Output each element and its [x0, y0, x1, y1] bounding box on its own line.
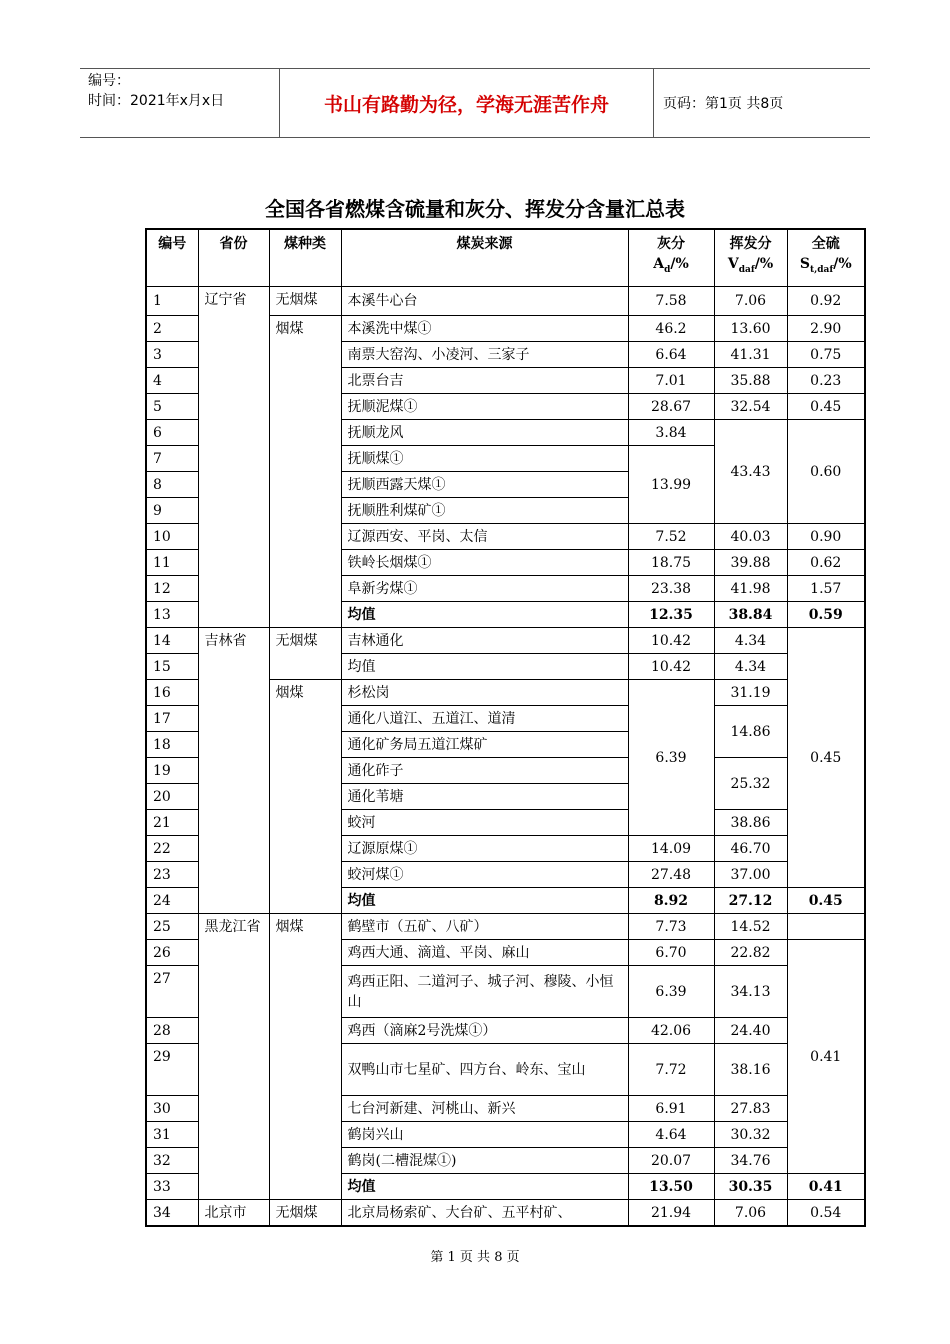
col-no: 编号 — [146, 229, 198, 287]
table-row: 26 鸡西大通、滴道、平岗、麻山 6.70 22.82 0.41 — [146, 940, 865, 966]
province-cell: 黑龙江省 — [198, 914, 269, 1200]
coal-type-cell: 烟煤 — [269, 316, 341, 628]
document-header — [80, 68, 870, 138]
table-row: 28 鸡西（滴麻2号洗煤①） 42.06 24.40 — [146, 1018, 865, 1044]
table-row: 32 鹤岗(二槽混煤①) 20.07 34.76 — [146, 1148, 865, 1174]
time-label: 时间：2021年x月x日 — [88, 93, 225, 109]
col-province: 省份 — [198, 229, 269, 287]
col-ash: 灰分 $A_d/\%$ — [628, 229, 714, 287]
table-row: 3 南票大窑沟、小凌河、三家子 6.64 41.31 0.75 — [146, 342, 865, 368]
number-label: 编号： — [88, 73, 130, 89]
table-row: 20 通化苇塘 — [146, 784, 865, 810]
header-motto: 书山有路勤为径，学海无涯苦作舟 — [280, 69, 654, 137]
page-footer: 第 1 页 共 8 页 — [430, 1250, 520, 1265]
table-row: 9 抚顺胜利煤矿① — [146, 498, 865, 524]
coal-type-cell: 无烟煤 — [269, 1200, 341, 1227]
table-row: 7 抚顺煤① 13.99 — [146, 446, 865, 472]
table-row: 1 辽宁省 无烟煤 本溪牛心台 7.58 7.06 0.92 — [146, 287, 865, 316]
average-row: 13 均值 12.35 38.84 0.59 — [146, 602, 865, 628]
header-meta — [80, 69, 280, 137]
coal-type-cell: 无烟煤 — [269, 287, 341, 316]
table-row: 17 通化八道江、五道江、道清 14.86 — [146, 706, 865, 732]
table-row: 31 鹤岗兴山 4.64 30.32 — [146, 1122, 865, 1148]
average-row: 24 均值 8.92 27.12 0.45 — [146, 888, 865, 914]
table-row: 21 蛟河 38.86 — [146, 810, 865, 836]
table-row: 10 辽源西安、平岗、太信 7.52 40.03 0.90 — [146, 524, 865, 550]
table-row: 34 北京市 无烟煤 北京局杨索矿、大台矿、五平村矿、 21.94 7.06 0.54 — [146, 1200, 865, 1227]
table-row: 29 双鸭山市七星矿、四方台、岭东、宝山 7.72 38.16 — [146, 1044, 865, 1096]
table-row: 18 通化矿务局五道江煤矿 — [146, 732, 865, 758]
table-row: 5 抚顺泥煤① 28.67 32.54 0.45 — [146, 394, 865, 420]
table-row: 4 北票台吉 7.01 35.88 0.23 — [146, 368, 865, 394]
table-row: 12 阜新劣煤① 23.38 41.98 1.57 — [146, 576, 865, 602]
table-row: 19 通化砟子 25.32 — [146, 758, 865, 784]
table-row: 23 蛟河煤① 27.48 37.00 — [146, 862, 865, 888]
coal-type-cell: 烟煤 — [269, 914, 341, 1200]
header-row — [146, 229, 865, 287]
table-row: 15 均值 10.42 4.34 — [146, 654, 865, 680]
col-volatile: 挥发分 $V_{daf}/\%$ — [714, 229, 787, 287]
table-row: 6 抚顺龙风 3.84 43.43 0.60 — [146, 420, 865, 446]
table-row: 11 铁岭长烟煤① 18.75 39.88 0.62 — [146, 550, 865, 576]
table-row: 25 黑龙江省 烟煤 鹤壁市（五矿、八矿） 7.73 14.52 — [146, 914, 865, 940]
province-cell: 北京市 — [198, 1200, 269, 1227]
table-row: 16 烟煤 杉松岗 6.39 31.19 — [146, 680, 865, 706]
table-row: 2 烟煤 本溪洗中煤① 46.2 13.60 2.90 — [146, 316, 865, 342]
table-row: 27 鸡西正阳、二道河子、城子河、穆陵、小恒山 6.39 34.13 — [146, 966, 865, 1018]
coal-type-cell: 无烟煤 — [269, 628, 341, 680]
table-row: 22 辽源原煤① 14.09 46.70 — [146, 836, 865, 862]
col-sulfur: 全硫 $S_{t,daf}/\%$ — [787, 229, 865, 287]
table-title: 全国各省燃煤含硫量和灰分、挥发分含量汇总表 — [265, 197, 685, 221]
table-row: 30 七台河新建、河桃山、新兴 6.91 27.83 — [146, 1096, 865, 1122]
coal-summary-table — [145, 228, 866, 1227]
col-source: 煤炭来源 — [341, 229, 628, 287]
province-cell: 辽宁省 — [198, 287, 269, 628]
table-row: 8 抚顺西露天煤① — [146, 472, 865, 498]
table-row: 14 吉林省 无烟煤 吉林通化 10.42 4.34 0.45 — [146, 628, 865, 654]
average-row: 33 均值 13.50 30.35 0.41 — [146, 1174, 865, 1200]
col-coal-type: 煤种类 — [269, 229, 341, 287]
province-cell: 吉林省 — [198, 628, 269, 914]
coal-type-cell: 烟煤 — [269, 680, 341, 914]
header-page-info: 页码：第1页 共8页 — [663, 96, 784, 112]
